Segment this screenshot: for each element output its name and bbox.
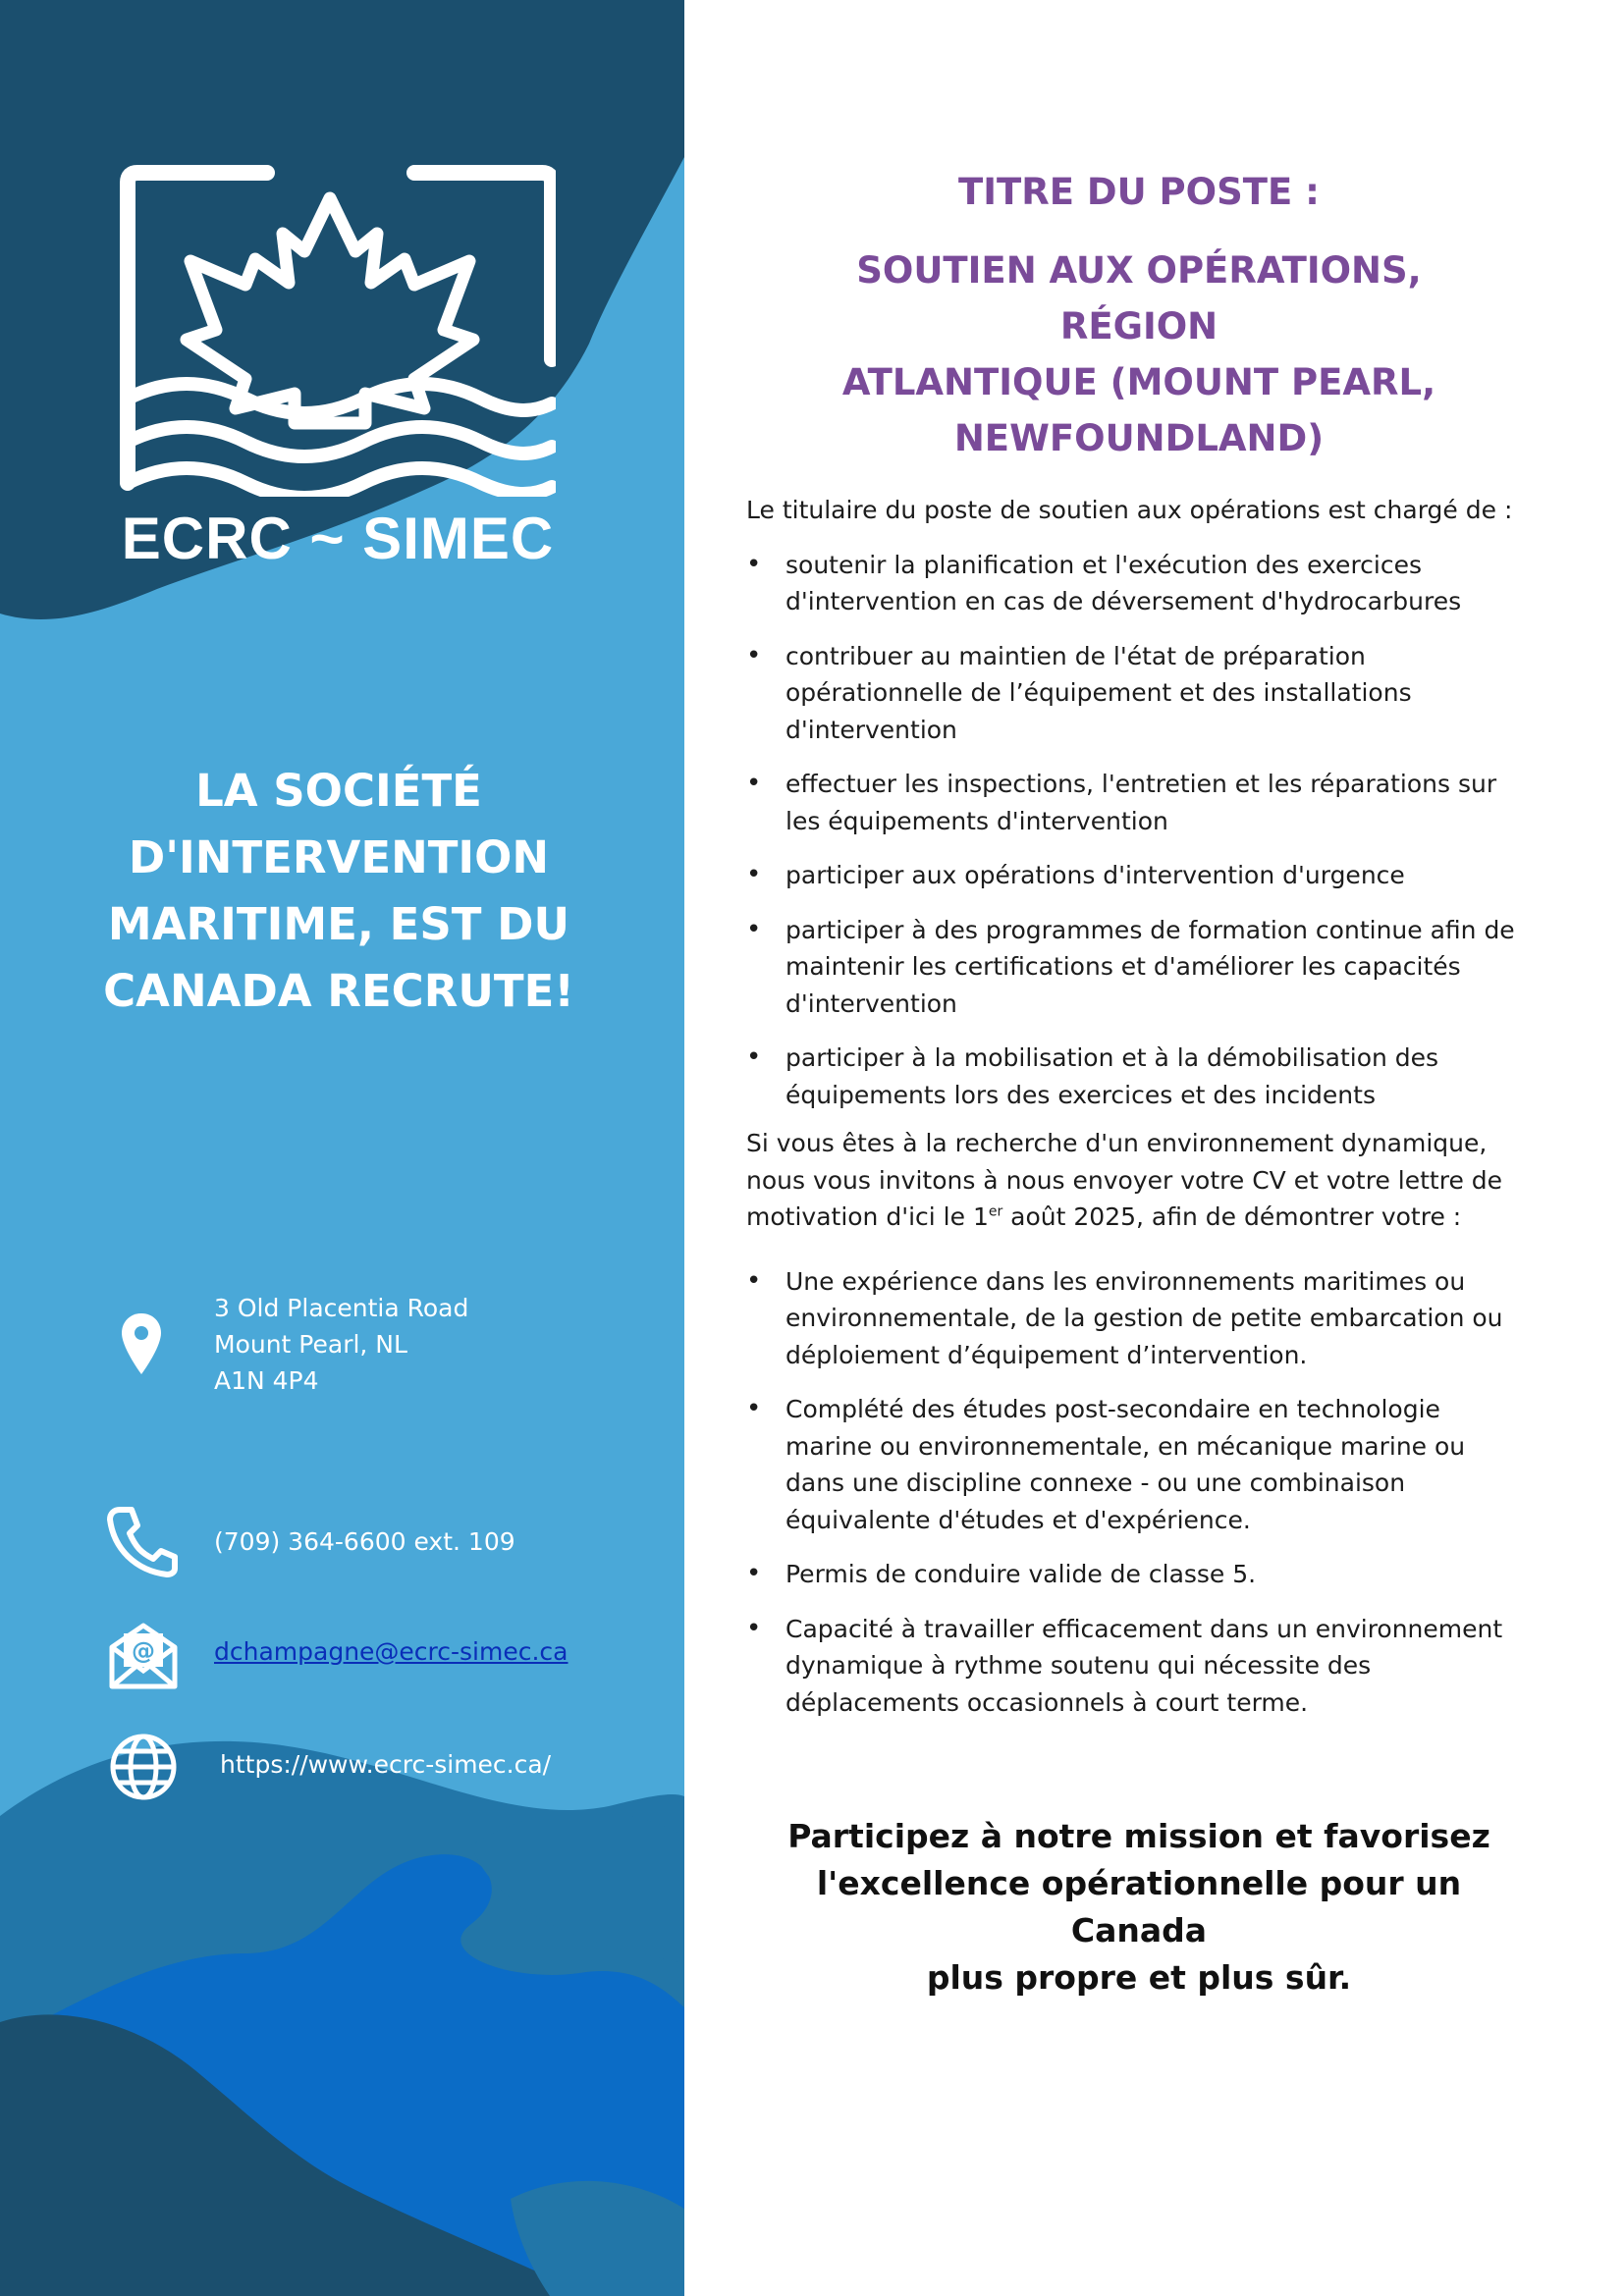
- responsibilities-list: [746, 547, 1532, 1114]
- closing-line: plus propre et plus sûr.: [926, 1958, 1352, 1997]
- phone-icon: [106, 1504, 181, 1578]
- address-block: [214, 1290, 468, 1399]
- brand-name: ECRC ~ SIMEC: [121, 506, 555, 571]
- headline-line: LA SOCIÉTÉ: [195, 765, 482, 817]
- location-pin-icon: [120, 1311, 163, 1376]
- sidebar-panel: [0, 0, 684, 2296]
- globe-icon: [108, 1732, 179, 1802]
- headline-line: D'INTERVENTION: [128, 831, 550, 883]
- qualifications-list: [746, 1263, 1532, 1722]
- phone-number: (709) 364-6600 ext. 109: [214, 1527, 515, 1556]
- job-title-label: TITRE DU POSTE :: [958, 171, 1320, 213]
- closing-line: l'excellence opérationnelle pour un Canada: [816, 1864, 1462, 1949]
- website-url[interactable]: https://www.ecrc-simec.ca/: [220, 1750, 552, 1779]
- list-item: • Complété des études post-secondaire en technologie marine ou environnementale, en mécanique marine ou dans une discipline connexe - ou une combinaison équivalente d'études et d'expérience.: [746, 1391, 1532, 1538]
- svg-text:@: @: [132, 1637, 155, 1665]
- application-call-to-action: [746, 1125, 1532, 1236]
- job-posting-content: [746, 165, 1532, 2002]
- list-item: • effectuer les inspections, l'entretien et les réparations sur les équipements d'intervention: [746, 766, 1532, 839]
- email-envelope-icon: [106, 1618, 181, 1692]
- list-item: • participer à des programmes de formation continue afin de maintenir les certifications et d'améliorer les capacités d'intervention: [746, 912, 1532, 1023]
- list-item: • Permis de conduire valide de classe 5.: [746, 1556, 1532, 1593]
- list-item: • Une expérience dans les environnements maritimes ou environnementale, de la gestion de petite embarcation ou déploiement d’équipement d’intervention.: [746, 1263, 1532, 1374]
- headline-line: MARITIME, EST DU: [107, 898, 570, 950]
- recruiting-headline: [88, 758, 589, 1025]
- position-title: [776, 242, 1502, 466]
- position-title-line: ATLANTIQUE (MOUNT PEARL,: [841, 361, 1436, 403]
- address-line: 3 Old Placentia Road: [214, 1294, 469, 1322]
- list-item: • Capacité à travailler efficacement dans un environnement dynamique à rythme soutenu qui nécessite des déplacements occasionnels à court terme.: [746, 1611, 1532, 1722]
- cta-text-end: août 2025, afin de démontrer votre :: [1002, 1202, 1462, 1231]
- cta-text: Si vous êtes à la recherche d'un environnement dynamique, nous vous invitons à nous envoyer votre CV et votre lettre de motivation d'ici le 1: [746, 1129, 1503, 1231]
- address-line: A1N 4P4: [214, 1366, 319, 1395]
- position-title-line: NEWFOUNDLAND): [953, 417, 1325, 459]
- responsibilities-intro: Le titulaire du poste de soutien aux opérations est chargé de :: [746, 496, 1513, 524]
- position-title-line: SOUTIEN AUX OPÉRATIONS, RÉGION: [856, 249, 1422, 347]
- closing-statement: [746, 1813, 1532, 2002]
- ordinal-suffix: er: [988, 1203, 1003, 1220]
- maple-leaf-waves-logo: [120, 163, 556, 497]
- address-line: Mount Pearl, NL: [214, 1330, 407, 1359]
- list-item: • contribuer au maintien de l'état de préparation opérationnelle de l’équipement et des installations d'intervention: [746, 638, 1532, 749]
- headline-line: CANADA RECRUTE!: [103, 965, 574, 1017]
- email-link[interactable]: dchampagne@ecrc-simec.ca: [214, 1637, 568, 1666]
- list-item: • soutenir la planification et l'exécution des exercices d'intervention en cas de déversement d'hydrocarbures: [746, 547, 1532, 620]
- list-item: • participer aux opérations d'intervention d'urgence: [746, 857, 1532, 894]
- list-item: • participer à la mobilisation et à la démobilisation des équipements lors des exercices et des incidents: [746, 1040, 1532, 1113]
- closing-line: Participez à notre mission et favorisez: [787, 1817, 1490, 1855]
- contact-email-wrap: [214, 1633, 568, 1670]
